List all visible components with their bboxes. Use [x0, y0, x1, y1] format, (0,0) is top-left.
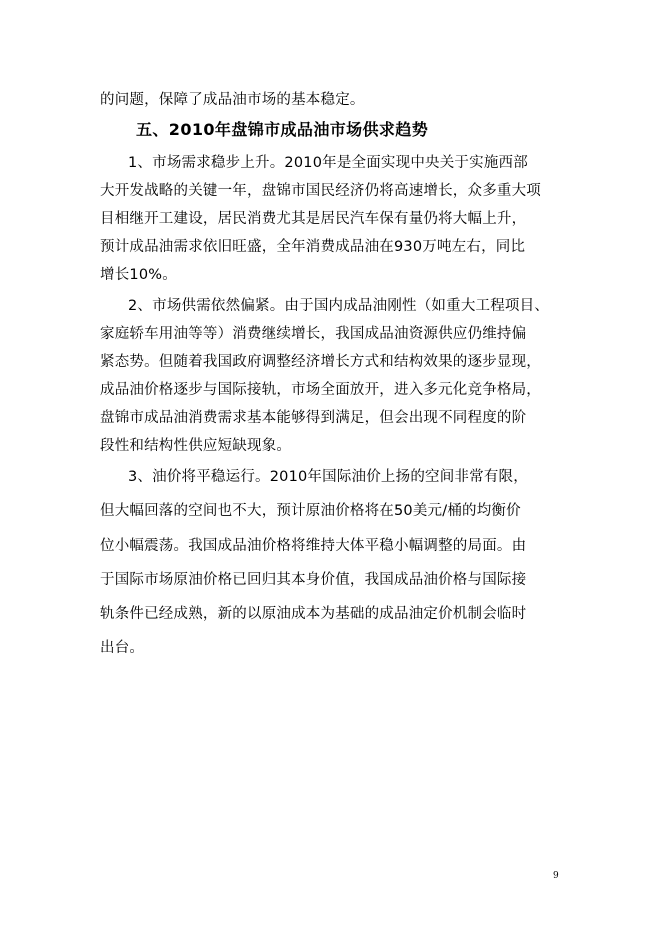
paragraph-line: 3、油价将平稳运行。2010年国际油价上扬的空间非常有限， — [128, 469, 528, 485]
paragraph-line: 段性和结构性供应短缺现象。 — [100, 438, 292, 454]
paragraph-line: 的问题，保障了成品油市场的基本稳定。 — [100, 92, 365, 108]
paragraph-line: 盘锦市成品油消费需求基本能够得到满足，但会出现不同程度的阶 — [100, 410, 527, 426]
paragraph-line: 预计成品油需求依旧旺盛，全年消费成品油在930万吨左右，同比 — [100, 239, 526, 255]
paragraph-line: 家庭轿车用油等等）消费继续增长，我国成品油资源供应仍维持偏 — [100, 326, 527, 342]
page-number: 9 — [553, 871, 559, 881]
paragraph-line: 轨条件已经成熟，新的以原油成本为基础的成品油定价机制会临时 — [100, 606, 527, 622]
paragraph-line: 紧态势。但随着我国政府调整经济增长方式和结构效果的逐步显现， — [100, 354, 541, 370]
paragraph-line: 成品油价格逐步与国际接轨，市场全面放开，进入多元化竞争格局， — [100, 382, 541, 398]
paragraph-line: 但大幅回落的空间也不大，预计原油价格将在50美元/桶的均衡价 — [100, 503, 521, 519]
paragraph-line: 1、市场需求稳步上升。2010年是全面实现中央关于实施西部 — [128, 155, 528, 171]
paragraph-line: 于国际市场原油价格已回归其本身价值，我国成品油价格与国际接 — [100, 572, 527, 588]
paragraph-line: 增长10%。 — [100, 267, 177, 283]
section-heading: 五、2010年盘锦市成品油市场供求趋势 — [136, 120, 429, 139]
paragraph-line: 出台。 — [100, 640, 145, 656]
paragraph-line: 大开发战略的关键一年，盘锦市国民经济仍将高速增长，众多重大项 — [100, 183, 541, 199]
paragraph-line: 位小幅震荡。我国成品油价格将维持大体平稳小幅调整的局面。由 — [100, 538, 527, 554]
paragraph-line: 目相继开工建设，居民消费尤其是居民汽车保有量仍将大幅上升， — [100, 211, 527, 227]
paragraph-line: 2、市场供需依然偏紧。由于国内成品油刚性（如重大工程项目、 — [128, 298, 550, 314]
